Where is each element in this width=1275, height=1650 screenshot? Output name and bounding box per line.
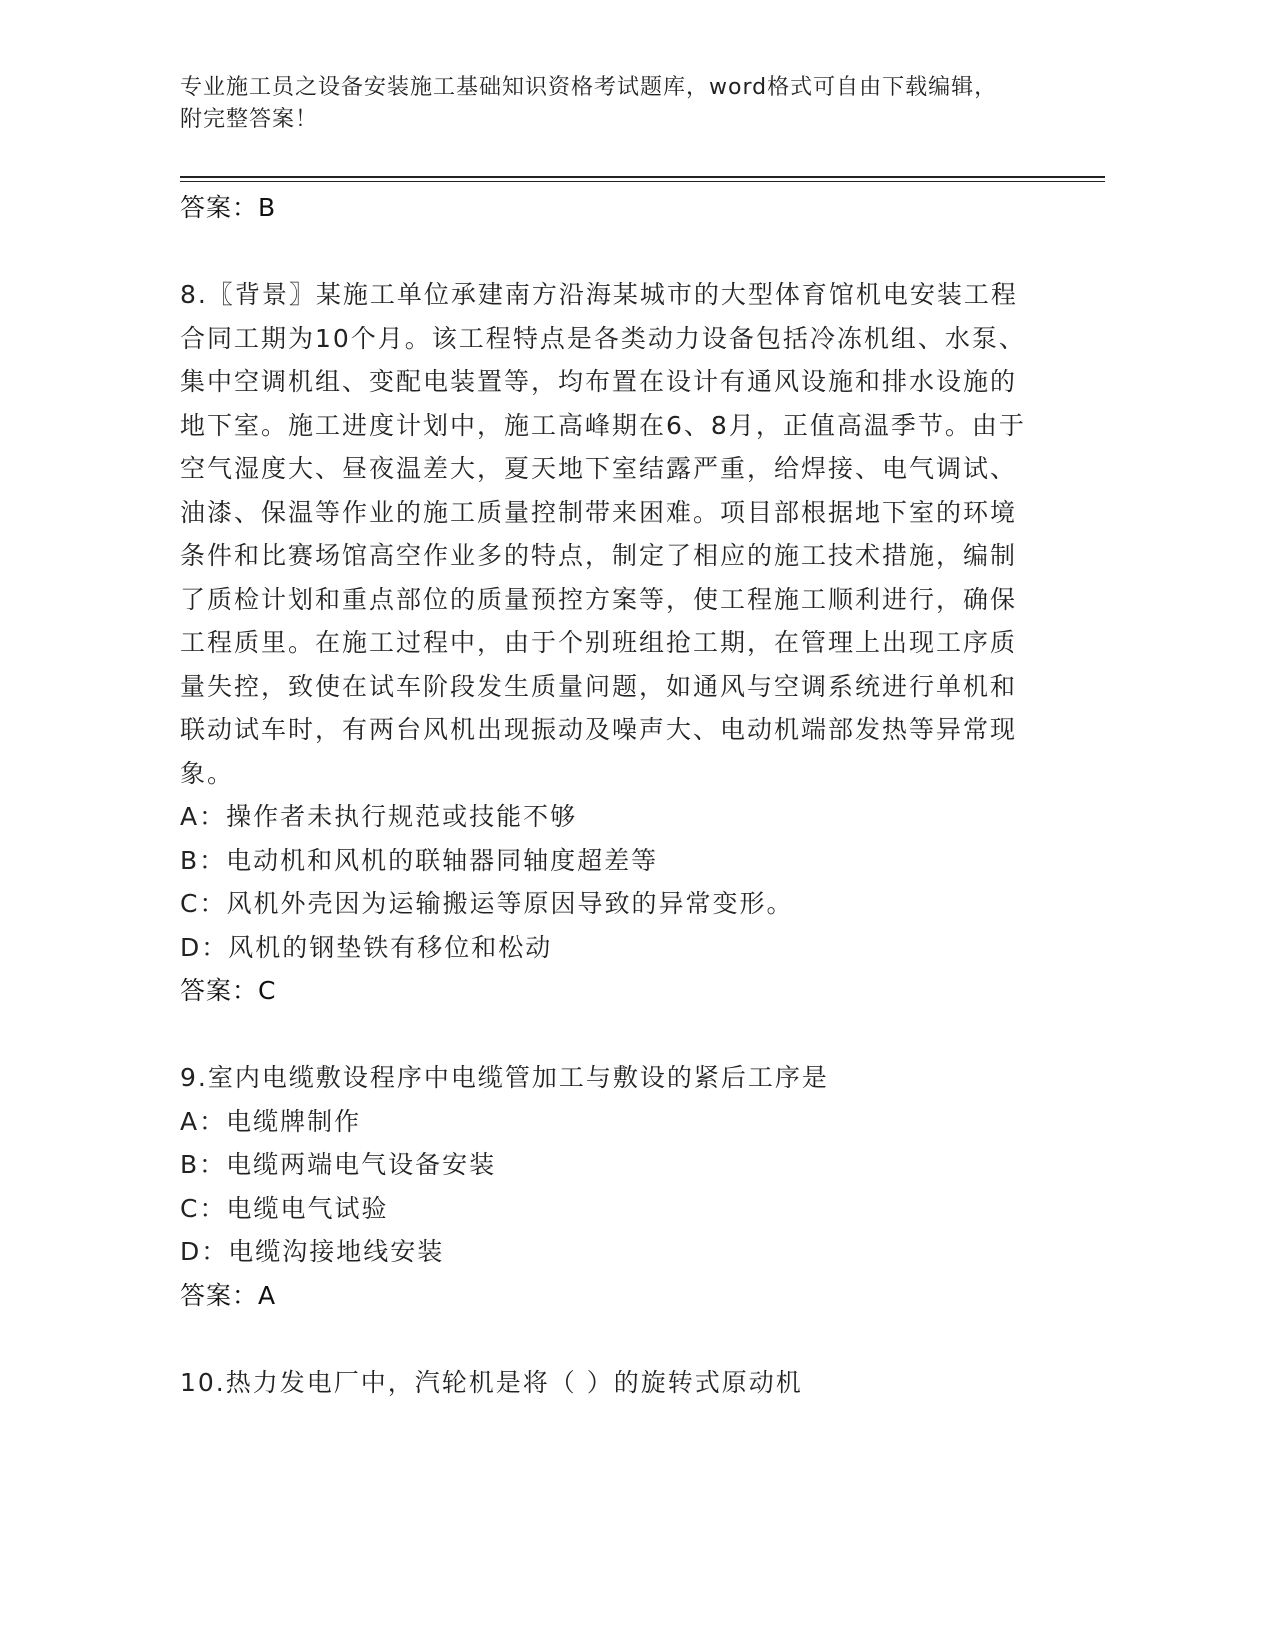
spacer — [180, 230, 1040, 273]
answer-line: 答案：C — [180, 976, 277, 1005]
option-c: C：风机外壳因为运输搬运等原因导致的异常变形。 — [180, 889, 794, 918]
option-d: D：电缆沟接地线安装 — [180, 1237, 445, 1266]
question-block-8 — [180, 273, 1040, 1013]
question-text: 8.〖背景〗某施工单位承建南方沿海某城市的大型体育馆机电安装工程合同工期为10个月。该工程特点是各类动力设备包括冷冻机组、水泵、集中空调机组、变配电装置等，均布置在设计有通风设施和排水设施的地下室。施工进度计划中，施工高峰期在6、8月，正值高温季节。由于空气湿度大、昼夜温差大，夏天地下室结露严重，给焊接、电气调试、油漆、保温等作业的施工质量控制带来困难。项目部根据地下室的环境条件和比赛场馆高空作业多的特点，制定了相应的施工技术措施，编制了质检计划和重点部位的质量预控方案等，使工程施工顺利进行，确保工程质里。在施工过程中，由于个别班组抢工期，在管理上出现工序质量失控，致使在试车阶段发生质量问题，如通风与空调系统进行单机和联动试车时，有两台风机出现振动及噪声大、电动机端部发热等异常现象。 — [180, 280, 1026, 788]
answer-line: 答案：B — [180, 193, 277, 222]
option-b: B：电动机和风机的联轴器同轴度超差等 — [180, 845, 659, 875]
question-text: 9.室内电缆敷设程序中电缆管加工与敷设的紧后工序是 — [180, 1063, 829, 1092]
document-header — [180, 72, 1060, 136]
option-a: A：操作者未执行规范或技能不够 — [180, 802, 578, 831]
option-a: A：电缆牌制作 — [180, 1106, 362, 1136]
option-b: B：电缆两端电气设备安装 — [180, 1150, 497, 1179]
document-body — [180, 186, 1040, 1404]
answer-line: 答案：A — [180, 1280, 277, 1310]
spacer — [180, 1318, 1040, 1361]
option-c: C：电缆电气试验 — [180, 1193, 389, 1223]
question-text: 10.热力发电厂中，汽轮机是将（ ）的旋转式原动机 — [180, 1367, 803, 1397]
question-block-9 — [180, 1056, 1040, 1318]
spacer — [180, 1013, 1040, 1056]
header-divider-thick — [180, 176, 1105, 178]
header-divider-thin — [180, 181, 1105, 182]
header-line-2: 附完整答案！ — [180, 107, 319, 132]
question-block-10 — [180, 1361, 1040, 1405]
option-d: D：风机的钢垫铁有移位和松动 — [180, 932, 553, 962]
header-line-1: 专业施工员之设备安装施工基础知识资格考试题库，word格式可自由下载编辑， — [180, 75, 998, 100]
